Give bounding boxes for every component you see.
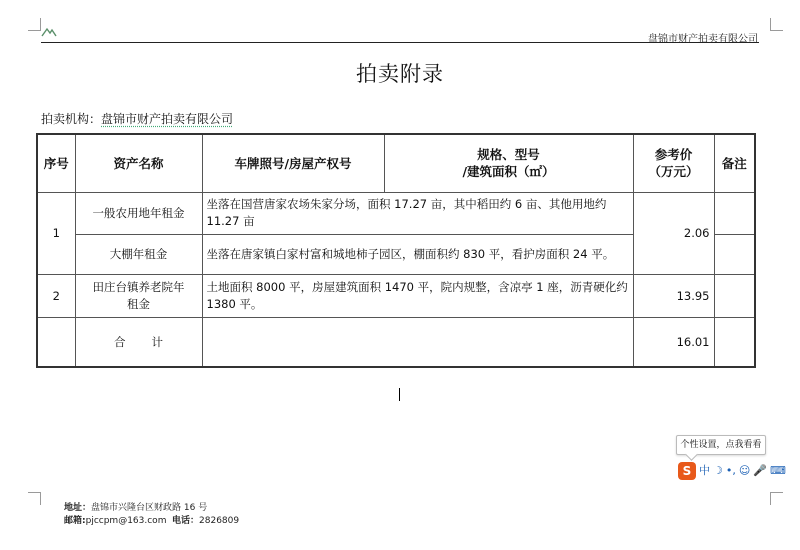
- row1b-asset-name: 大棚年租金: [75, 234, 202, 274]
- total-description-empty: [202, 317, 633, 367]
- ime-mode-toggle[interactable]: 中: [699, 464, 710, 477]
- total-price: 16.01: [633, 317, 714, 367]
- header-asset-name: 资产名称: [75, 134, 202, 192]
- header-price: [633, 134, 714, 192]
- text-cursor: [399, 388, 400, 401]
- row1-seq: 1: [37, 192, 75, 274]
- header-price-line2: （万元）: [648, 164, 699, 180]
- header-seq: 序号: [37, 134, 75, 192]
- row2-asset-name: [75, 274, 202, 317]
- footer-address: [64, 500, 207, 513]
- page-title: 拍卖附录: [356, 62, 444, 86]
- table-row: [37, 192, 755, 234]
- row1-price: 2.06: [633, 192, 714, 274]
- crop-mark-bottom-right: [770, 492, 783, 505]
- footer-phone-value: 2826809: [199, 516, 240, 526]
- row1a-asset-name: 一般农用地年租金: [75, 192, 202, 234]
- header-spec-line2: /建筑面积（㎡）: [462, 164, 555, 180]
- table-row: [37, 274, 755, 317]
- sogou-logo-icon[interactable]: S: [678, 462, 696, 480]
- crop-mark-bottom-left: [28, 492, 41, 505]
- ime-toolbar[interactable]: [678, 460, 798, 482]
- row2-description: 土地面积 8000 平，房屋建筑面积 1470 平，院内规整，含凉亭 1 座，沥青硬化约 1380 平。: [202, 274, 633, 317]
- row2-asset-name-line2: 租金: [127, 296, 150, 311]
- total-seq-empty: [37, 317, 75, 367]
- microphone-icon[interactable]: 🎤: [753, 464, 768, 477]
- row1b-description: 坐落在唐家镇白家村富和城地柿子园区，棚面积约 830 平，看护房面积 24 平。: [202, 234, 633, 274]
- header-spec-line1: 规格、型号: [477, 147, 540, 163]
- table-header-row: [37, 134, 755, 192]
- footer-phone: [172, 513, 239, 526]
- row1a-remark: [714, 192, 755, 234]
- total-label-a: 合: [114, 334, 126, 349]
- header-price-line1: 参考价: [654, 147, 693, 163]
- row2-remark: [714, 274, 755, 317]
- row2-price: 13.95: [633, 274, 714, 317]
- footer-email-value: pjccpm@163.com: [85, 516, 167, 526]
- auction-org-line: [41, 110, 233, 127]
- total-label: [75, 317, 202, 367]
- auction-table: [36, 133, 756, 368]
- punctuation-icon[interactable]: •,: [725, 464, 736, 477]
- crop-mark-top-right: [770, 18, 783, 31]
- header-company-name: 盘锦市财产拍卖有限公司: [648, 34, 758, 45]
- moon-icon[interactable]: ☽: [713, 464, 723, 477]
- table-total-row: [37, 317, 755, 367]
- company-logo-icon: [41, 27, 57, 37]
- header-plate-or-deed: 车牌照号/房屋产权号: [202, 134, 384, 192]
- row1a-description: 坐落在国营唐家农场朱家分场，面积 17.27 亩，其中稻田约 6 亩、其他用地约 11.27 亩: [202, 192, 633, 234]
- emoji-icon[interactable]: ☺: [738, 464, 751, 477]
- ime-tooltip[interactable]: 个性设置，点我看看: [676, 435, 766, 455]
- auction-org-value: 盘锦市财产拍卖有限公司: [101, 112, 234, 126]
- header-remark: 备注: [714, 134, 755, 192]
- row2-seq: 2: [37, 274, 75, 317]
- crop-mark-top-left: [28, 18, 41, 31]
- total-remark-empty: [714, 317, 755, 367]
- footer-phone-label: 电话：: [172, 516, 200, 526]
- row1b-remark: [714, 234, 755, 274]
- footer-contact: [64, 513, 240, 526]
- footer-email-label: 邮箱:: [64, 516, 86, 526]
- row2-asset-name-line1: 田庄台镇养老院年: [92, 279, 185, 294]
- keyboard-icon[interactable]: ⌨: [770, 464, 786, 477]
- footer-address-label: 地址：: [64, 503, 92, 513]
- header-divider: [41, 42, 759, 43]
- header-spec: [384, 134, 633, 192]
- auction-org-label: 拍卖机构：: [41, 112, 102, 126]
- footer-address-value: 盘锦市兴隆台区财政路 16 号: [91, 503, 208, 513]
- total-label-b: 计: [151, 334, 163, 349]
